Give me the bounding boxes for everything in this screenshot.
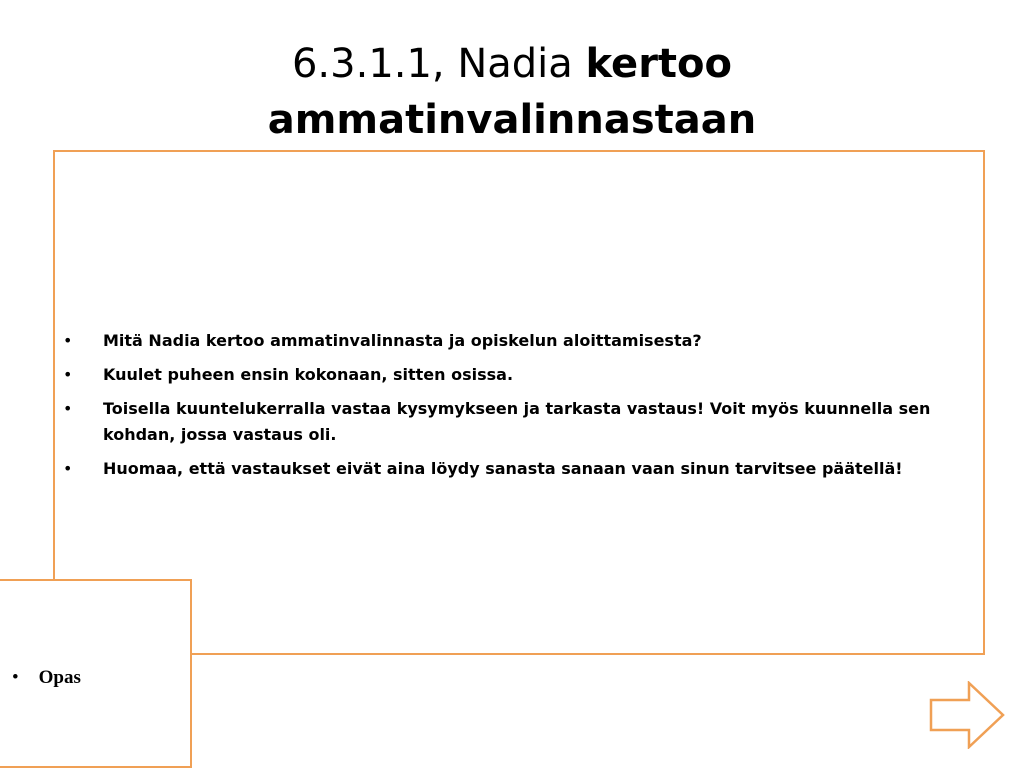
bullet-icon: • — [63, 331, 73, 350]
list-item — [55, 456, 983, 482]
list-item — [55, 328, 983, 354]
list-item — [55, 396, 983, 448]
guide-box — [0, 579, 192, 768]
bullet-icon: • — [63, 399, 73, 418]
bullet-icon: • — [63, 459, 73, 478]
bullet-icon: • — [63, 365, 73, 384]
list-item-text: Toisella kuuntelukerralla vastaa kysymykseen ja tarkasta vastaus! Voit myös kuunnella sen kohdan, jossa vastaus oli. — [103, 399, 931, 444]
right-arrow-icon — [929, 681, 1005, 749]
slide-title — [0, 36, 1024, 148]
next-slide-button[interactable] — [929, 681, 1005, 749]
list-item-text: Mitä Nadia kertoo ammatinvalinnasta ja opiskelun aloittamisesta? — [103, 331, 702, 350]
content-box — [53, 150, 985, 655]
title-regular: 6.3.1.1, Nadia — [291, 41, 586, 87]
instruction-list — [55, 328, 983, 490]
guide-item[interactable] — [12, 666, 81, 690]
list-item-text: Huomaa, että vastaukset eivät aina löydy sanasta sanaan vaan sinun tarvitsee päätellä! — [103, 459, 903, 478]
bullet-icon: • — [12, 667, 19, 688]
list-item-text: Kuulet puheen ensin kokonaan, sitten osissa. — [103, 365, 514, 384]
title-bold-line2: ammatinvalinnastaan — [267, 97, 757, 143]
list-item — [55, 362, 983, 388]
guide-label: Opas — [38, 667, 81, 688]
title-bold-line1: kertoo — [585, 41, 732, 87]
